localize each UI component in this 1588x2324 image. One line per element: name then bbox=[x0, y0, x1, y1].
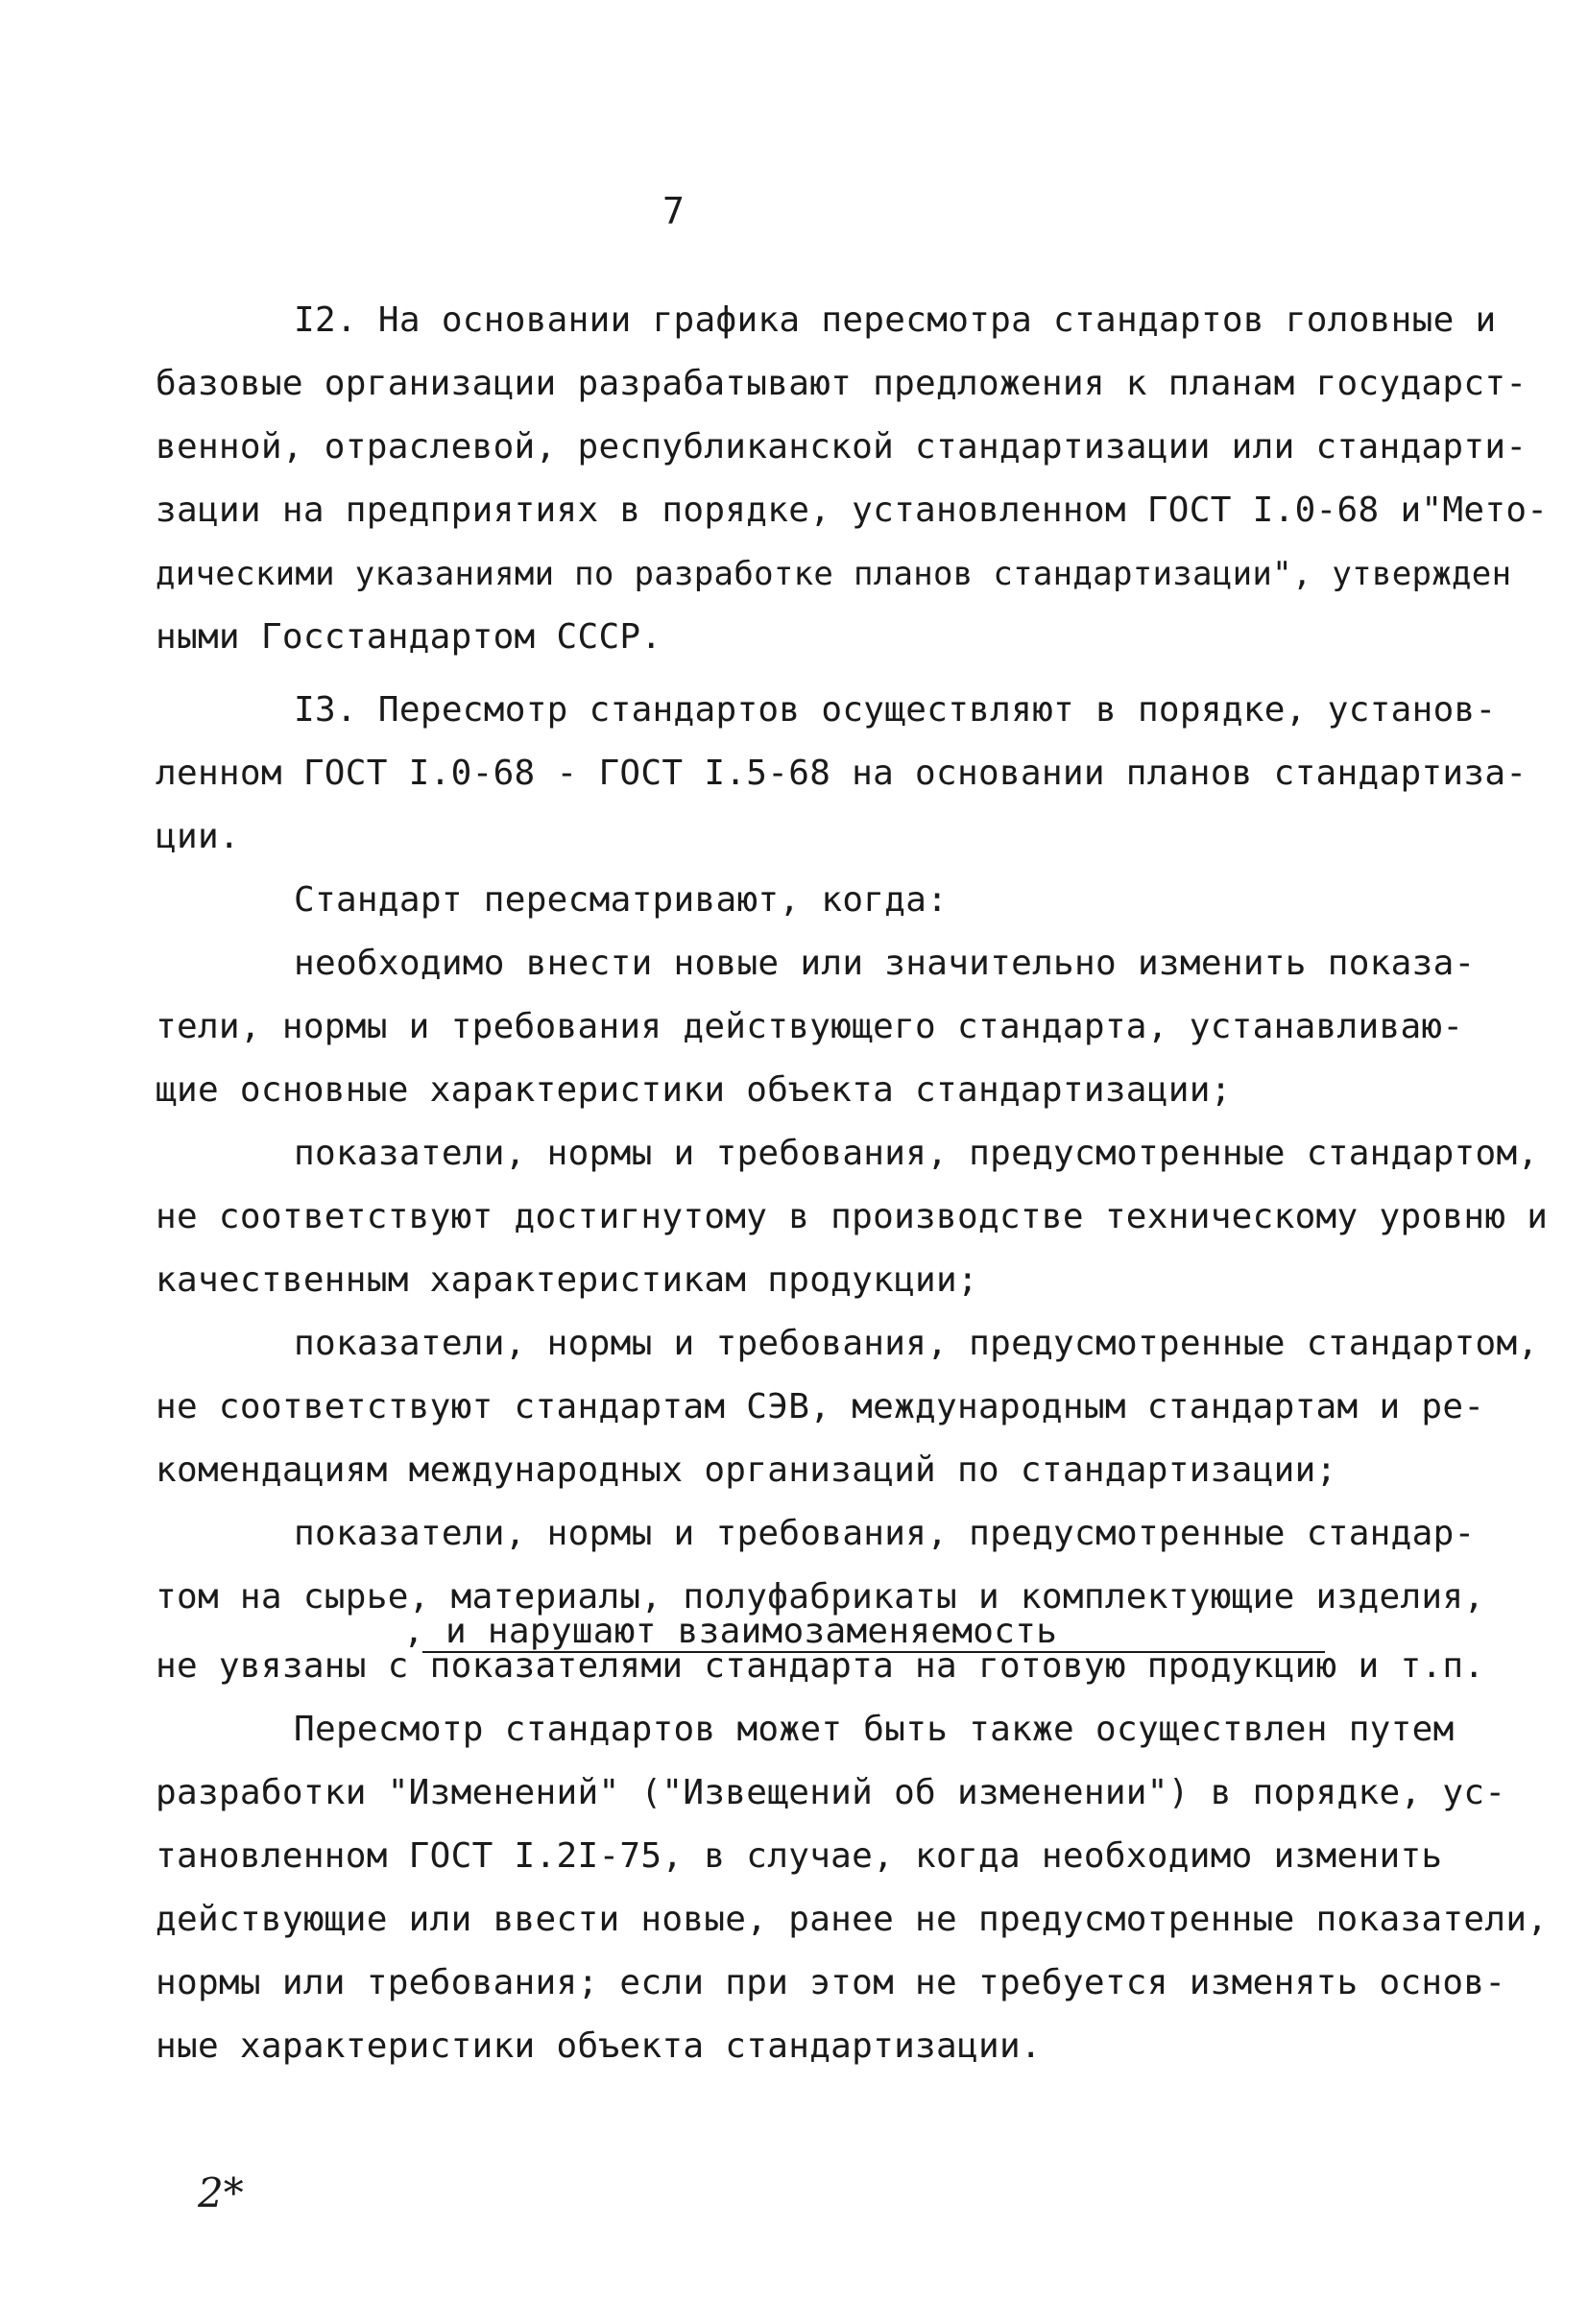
page-number: 7 bbox=[662, 190, 685, 232]
text-line: нормы или требования; если при этом не требуется изменять основ- bbox=[156, 1963, 1506, 2002]
text-line: действующие или ввести новые, ранее не предусмотренные показатели, bbox=[156, 1900, 1549, 1939]
text-line: не соответствуют достигнутому в производстве техническому уровню и bbox=[156, 1197, 1549, 1236]
text-line: не увязаны с показателями стандарта на готовую продукцию и т.п. bbox=[156, 1646, 1485, 1686]
text-line: показатели, нормы и требования, предусмотренные стандартом, bbox=[294, 1134, 1539, 1173]
text-line: щие основные характеристики объекта стандартизации; bbox=[156, 1070, 1232, 1110]
text-line: тели, нормы и требования действующего стандарта, устанавливаю- bbox=[156, 1007, 1464, 1046]
text-line: качественным характеристикам продукции; bbox=[156, 1260, 978, 1300]
text-line: том на сырье, материалы, полуфабрикаты и комплектующие изделия, bbox=[156, 1577, 1485, 1617]
text-line: I3. Пересмотр стандартов осуществляют в порядке, установ- bbox=[294, 690, 1497, 730]
handwritten-mark: 2* bbox=[198, 2169, 244, 2216]
text-line: показатели, нормы и требования, предусмотренные стандартом, bbox=[294, 1324, 1539, 1363]
text-line: не соответствуют стандартам СЭВ, международным стандартам и ре- bbox=[156, 1387, 1485, 1426]
text-line: ции. bbox=[156, 817, 240, 856]
text-line: ными Госстандартом СССР. bbox=[156, 617, 662, 657]
text-line: ленном ГОСТ I.0-68 - ГОСТ I.5-68 на основании планов стандартиза- bbox=[156, 754, 1528, 793]
text-line: показатели, нормы и требования, предусмотренные стандар- bbox=[294, 1514, 1476, 1553]
text-line: разработки "Изменений" ("Извещений об изменении") в порядке, ус- bbox=[156, 1773, 1506, 1812]
text-line: I2. На основании графика пересмотра стандартов головные и bbox=[294, 300, 1497, 340]
text-line: венной, отраслевой, республиканской стандартизации или стандарти- bbox=[156, 427, 1528, 467]
text-line: комендациям международных организаций по стандартизации; bbox=[156, 1450, 1337, 1490]
text-line: зации на предприятиях в порядке, установленном ГОСТ I.0-68 и"Мето- bbox=[156, 491, 1549, 530]
text-line: тановленном ГОСТ I.2I-75, в случае, когда необходимо изменить bbox=[156, 1836, 1443, 1876]
text-line: базовые организации разрабатывают предложения к планам государст- bbox=[156, 364, 1528, 403]
revision-intro: Стандарт пересматривают, когда: bbox=[294, 880, 949, 920]
text-line: ные характеристики объекта стандартизации. bbox=[156, 2026, 1042, 2066]
text-line: Пересмотр стандартов может быть также осуществлен путем bbox=[294, 1710, 1455, 1749]
inserted-phrase: , и нарушают взаимозаменяемость bbox=[403, 1612, 1058, 1651]
text-line: необходимо внести новые или значительно изменить показа- bbox=[294, 944, 1476, 983]
text-line: дическими указаниями по разработке планов стандартизации", утвержден bbox=[156, 555, 1512, 593]
